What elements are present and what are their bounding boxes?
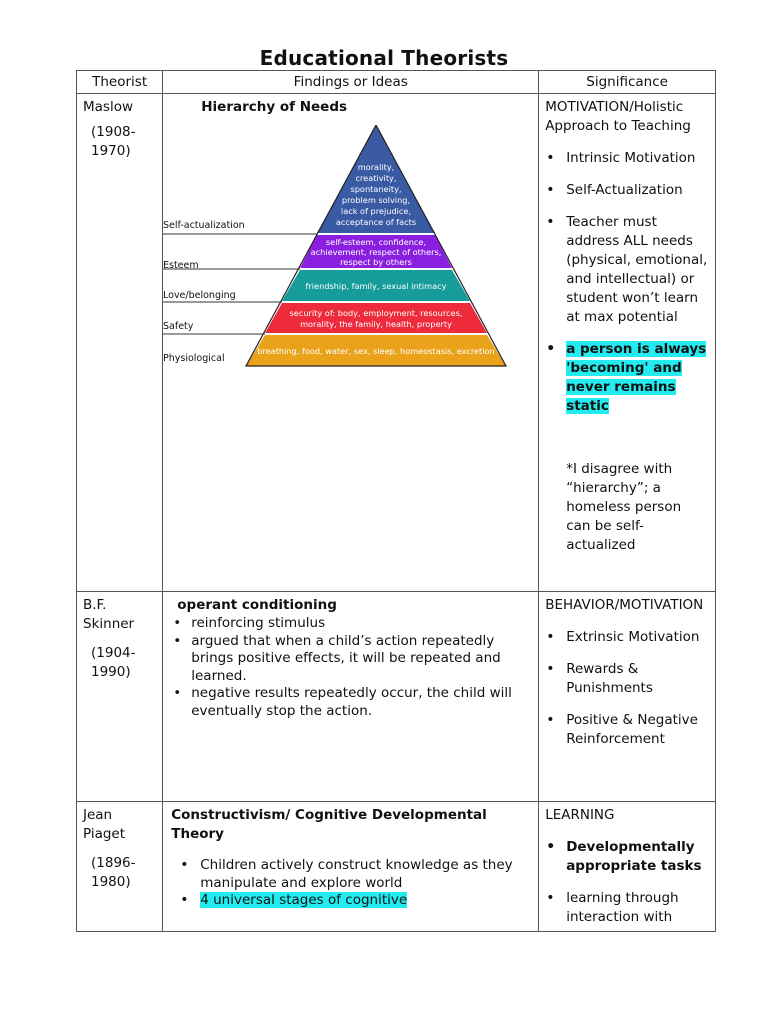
tier-text: friendship, family, sexual intimacy bbox=[305, 281, 447, 291]
theorist-table bbox=[76, 70, 716, 932]
theorist-cell bbox=[77, 592, 163, 802]
significance-heading: LEARNING bbox=[545, 807, 615, 823]
significance-heading: BEHAVIOR/MOTIVATION bbox=[545, 597, 704, 613]
tier-text: respect by others bbox=[340, 257, 413, 267]
list-item: • reinforcing stimulus bbox=[169, 615, 532, 633]
header-theorist: Theorist bbox=[77, 71, 163, 94]
tier-text: spontaneity, bbox=[350, 184, 402, 194]
list-item: • Self-Actualization bbox=[545, 181, 709, 200]
list-item: • argued that when a child’s action repeatedly brings positive effects, it will be repeated and learned. bbox=[169, 633, 532, 686]
pyramid-label: Love/belonging bbox=[163, 290, 236, 301]
theorist-years: (1908- 1970) bbox=[91, 124, 136, 159]
tier-text: morality, the family, health, property bbox=[300, 319, 453, 329]
list-item-highlight bbox=[179, 892, 532, 910]
table-row-skinner bbox=[77, 592, 716, 802]
theorist-years: (1904- 1990) bbox=[91, 645, 136, 680]
tier-text: self-esteem, confidence, bbox=[326, 237, 427, 247]
list-item: • negative results repeatedly occur, the child will eventually stop the action. bbox=[169, 685, 532, 720]
list-item: • Teacher must address ALL needs (physical, emotional, and intellectual) or student won’t learn at max potential bbox=[545, 213, 709, 327]
significance-cell bbox=[539, 94, 716, 592]
page-title: Educational Theorists bbox=[259, 46, 509, 70]
theorist-cell bbox=[77, 94, 163, 592]
header-row bbox=[77, 71, 716, 94]
list-item: • Developmentally appropriate tasks bbox=[545, 838, 709, 876]
findings-heading: Constructivism/ Cognitive Developmental Theory bbox=[171, 807, 487, 842]
theorist-cell bbox=[77, 802, 163, 932]
findings-heading: Hierarchy of Needs bbox=[201, 99, 348, 115]
pyramid-label: Self-actualization bbox=[163, 220, 245, 231]
tier-text: security of: body, employment, resources, bbox=[289, 308, 463, 318]
significance-cell bbox=[539, 592, 716, 802]
header-significance: Significance bbox=[539, 71, 716, 94]
findings-cell bbox=[163, 802, 539, 932]
findings-cell bbox=[163, 94, 539, 592]
list-item-highlight bbox=[545, 340, 709, 416]
tier-text: acceptance of facts bbox=[336, 217, 417, 227]
list-item: • Extrinsic Motivation bbox=[545, 628, 709, 647]
pyramid-label: Safety bbox=[163, 321, 194, 332]
tier-text: achievement, respect of others, bbox=[310, 247, 442, 257]
table-row-maslow bbox=[77, 94, 716, 592]
tier-text: creativity, bbox=[355, 173, 397, 183]
maslow-pyramid bbox=[163, 125, 515, 395]
tier-text: lack of prejudice, bbox=[341, 206, 412, 216]
header-findings: Findings or Ideas bbox=[163, 71, 539, 94]
pyramid-label: Esteem bbox=[163, 260, 199, 271]
highlight-text: 4 universal stages of cognitive bbox=[200, 892, 408, 908]
tier-text: morality, bbox=[357, 162, 395, 172]
theorist-name: Maslow bbox=[83, 99, 134, 115]
list-item: • Positive & Negative Reinforcement bbox=[545, 711, 709, 749]
findings-cell bbox=[163, 592, 539, 802]
highlight-text: a person is always 'becoming' and never remains static bbox=[566, 341, 707, 414]
list-item: • Rewards & Punishments bbox=[545, 660, 709, 698]
significance-cell bbox=[539, 802, 716, 932]
theorist-years: (1896- 1980) bbox=[91, 855, 136, 890]
list-item: • Children actively construct knowledge as they manipulate and explore world bbox=[179, 857, 532, 892]
list-item: • learning through interaction with bbox=[545, 889, 709, 927]
pyramid-label: Physiological bbox=[163, 353, 225, 364]
theorist-name: Jean Piaget bbox=[83, 807, 126, 842]
list-item: • Intrinsic Motivation bbox=[545, 149, 709, 168]
tier-text: problem solving, bbox=[342, 195, 411, 205]
tier-text: breathing, food, water, sex, sleep, homeostasis, excretion bbox=[257, 346, 495, 356]
findings-heading: operant conditioning bbox=[177, 597, 337, 613]
significance-note: *I disagree with “hierarchy”; a homeless person can be self-actualized bbox=[566, 461, 682, 553]
theorist-name: B.F. Skinner bbox=[83, 597, 135, 632]
table-row-piaget bbox=[77, 802, 716, 932]
significance-heading: MOTIVATION/Holistic Approach to Teaching bbox=[545, 99, 691, 134]
